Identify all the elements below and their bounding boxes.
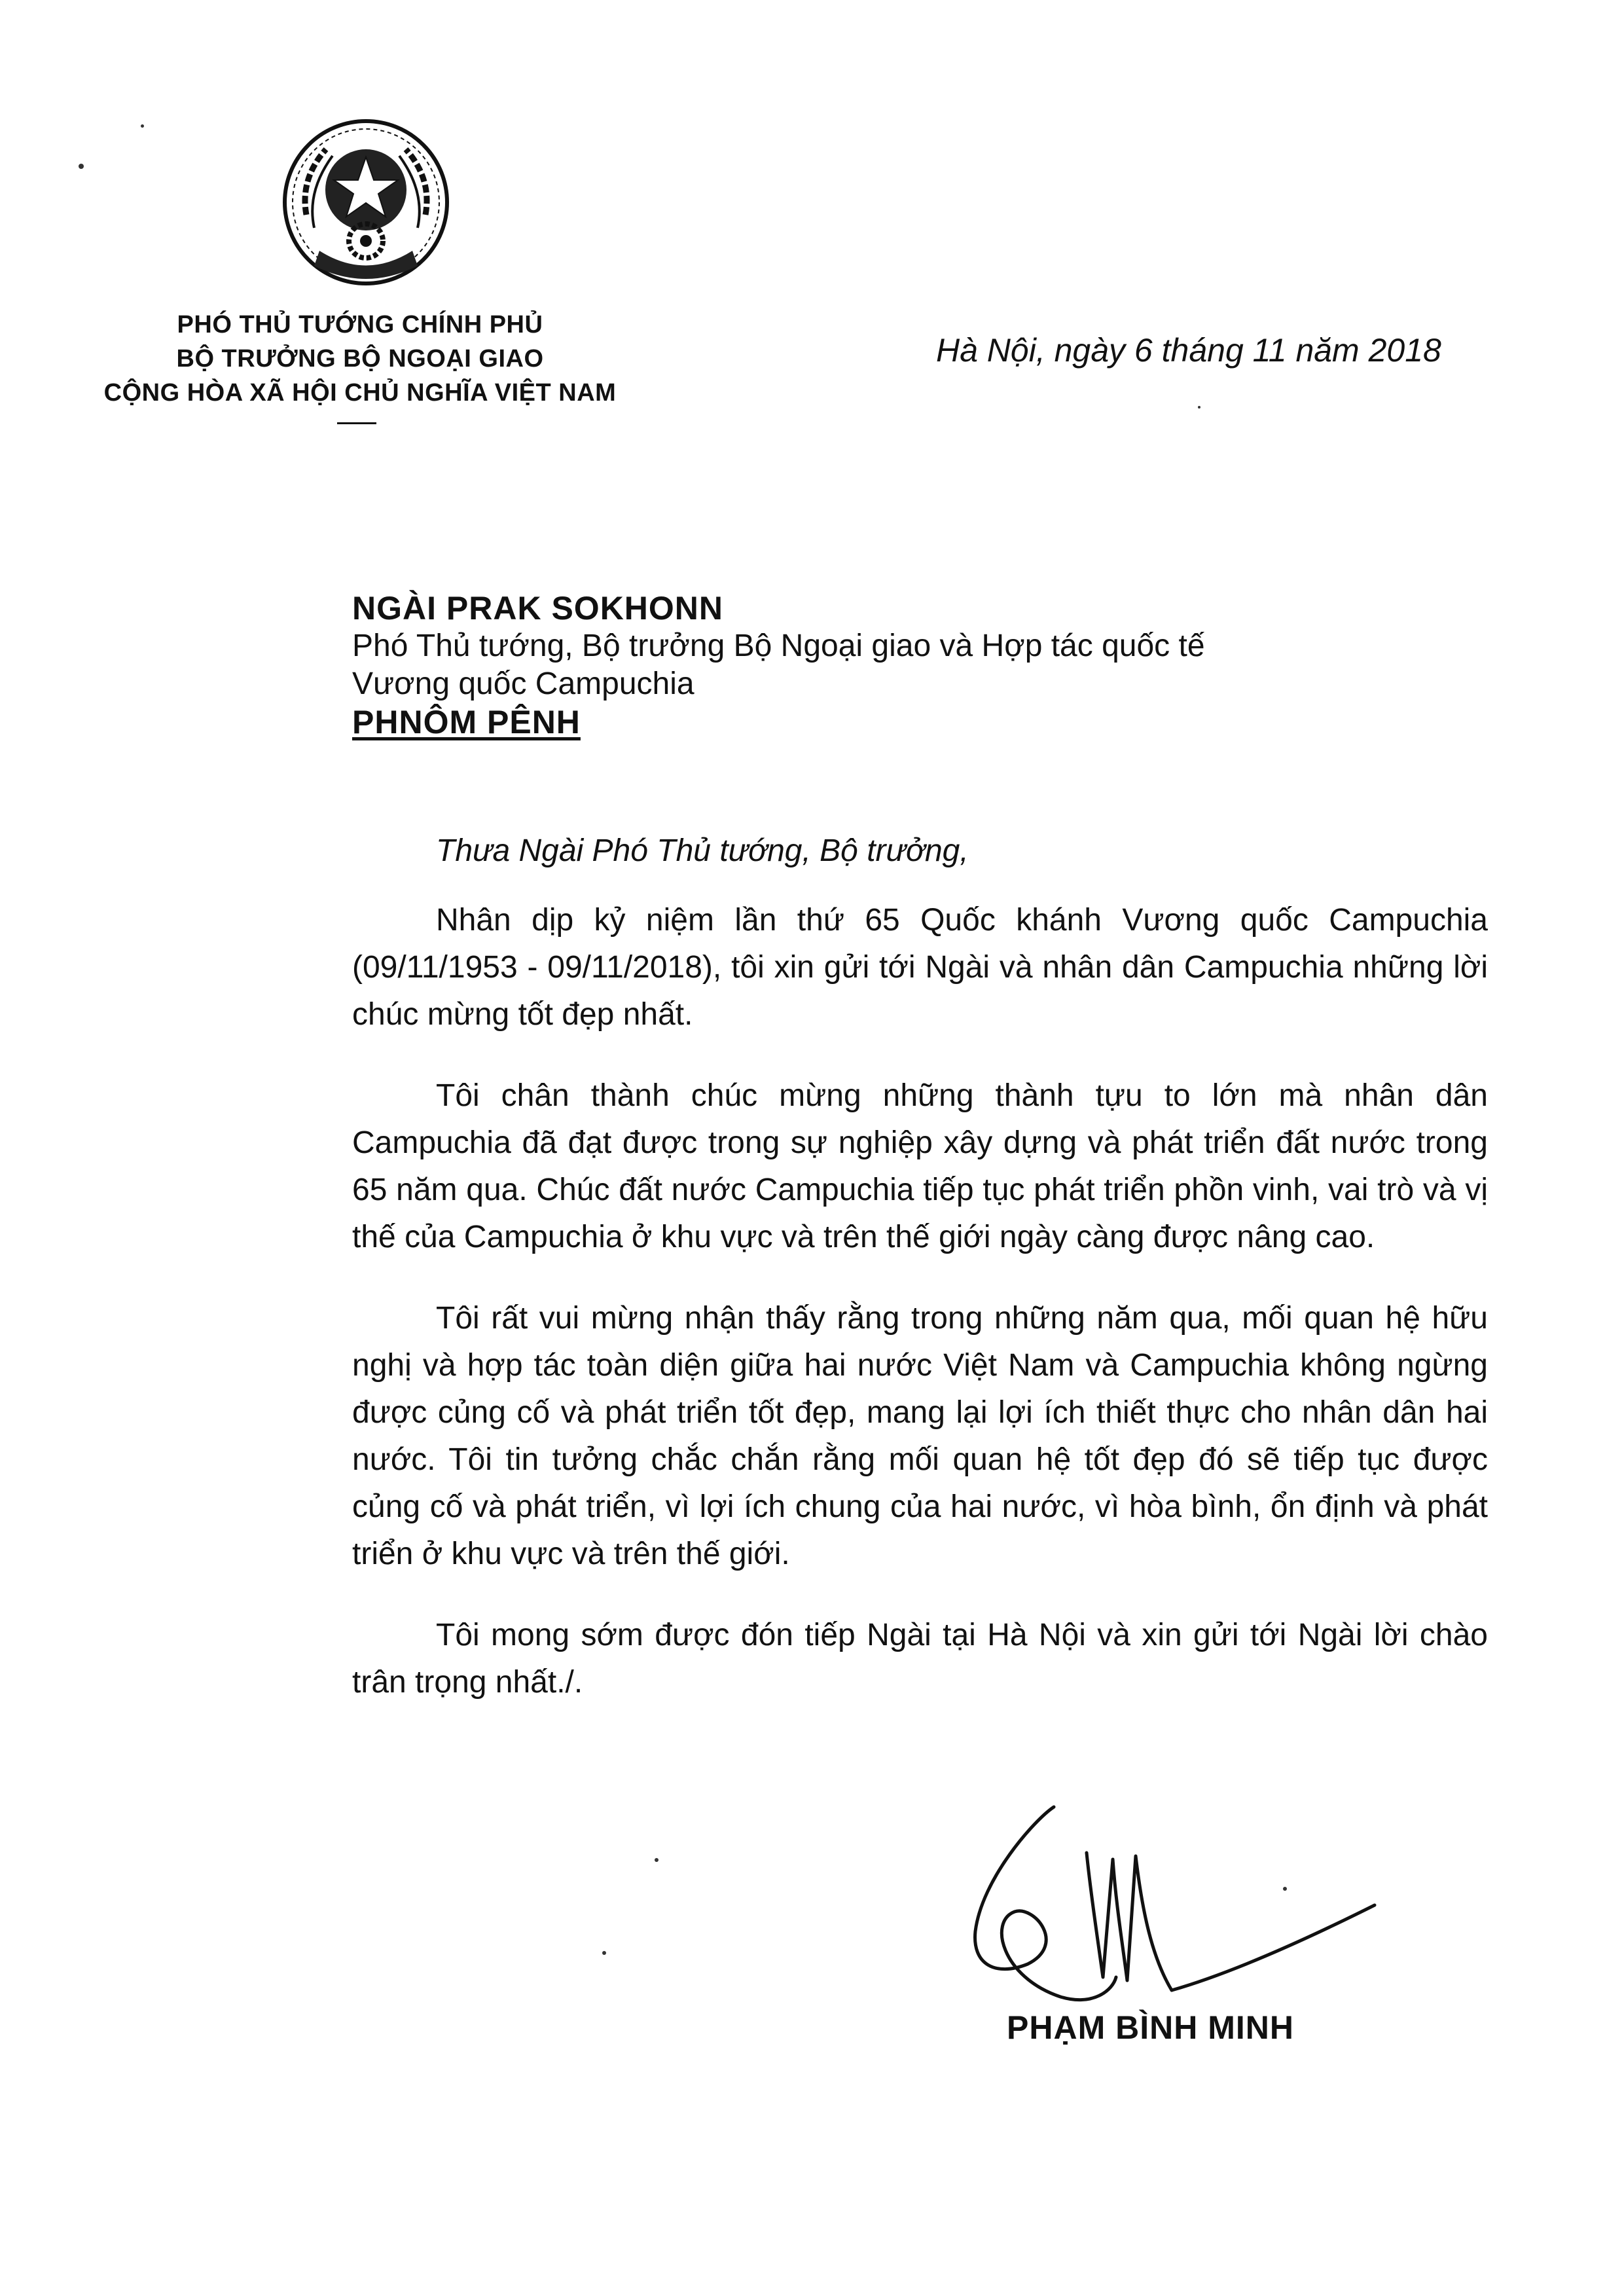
recipient-title: Phó Thủ tướng, Bộ trưởng Bộ Ngoại giao và Hợp tác quốc tế — [352, 629, 1205, 663]
national-emblem-icon — [280, 117, 452, 288]
date-line: Hà Nội, ngày 6 tháng 11 năm 2018 — [936, 332, 1441, 369]
signature-mark — [956, 1781, 1401, 2043]
issuer-block — [72, 308, 648, 410]
signer-name: PHẠM BÌNH MINH — [1007, 2009, 1294, 2046]
body-paragraph-1: Nhân dịp kỷ niệm lần thứ 65 Quốc khánh Vương quốc Campuchia (09/11/1953 - 09/11/2018), tôi xin gửi tới Ngài và nhân dân Campuchia những lời chúc mừng tốt đẹp nhất. — [352, 903, 1488, 1032]
issuer-line-2: BỘ TRƯỞNG BỘ NGOẠI GIAO — [176, 345, 544, 373]
body-paragraph-2: Tôi chân thành chúc mừng những thành tựu to lớn mà nhân dân Campuchia đã đạt được trong sự nghiệp xây dựng và phát triển đất nước trong 65 năm qua. Chúc đất nước Campuchia tiếp tục phát triển phồn vinh, vai trò và vị thế của Campuchia ở khu vực và trên thế giới ngày càng được nâng cao. — [352, 1078, 1488, 1254]
recipient-country: Vương quốc Campuchia — [352, 666, 695, 701]
scan-speck — [655, 1858, 659, 1862]
recipient-name: NGÀI PRAK SOKHONN — [352, 590, 724, 627]
scan-speck — [1198, 406, 1200, 409]
scan-speck — [141, 124, 144, 128]
scan-speck — [79, 164, 84, 169]
issuer-line-3: CỘNG HÒA XÃ HỘI CHỦ NGHĨA VIỆT NAM — [103, 379, 617, 407]
recipient-city: PHNÔM PÊNH — [352, 704, 581, 740]
body-paragraph-4: Tôi mong sớm được đón tiếp Ngài tại Hà Nội và xin gửi tới Ngài lời chào trân trọng nhất./. — [352, 1618, 1488, 1700]
letter-body — [352, 897, 1488, 1740]
scan-speck — [1283, 1887, 1287, 1891]
scan-speck — [602, 1951, 606, 1955]
body-paragraph-3: Tôi rất vui mừng nhận thấy rằng trong những năm qua, mối quan hệ hữu nghị và hợp tác toàn diện giữa hai nước Việt Nam và Campuchia không ngừng được củng cố và phát triển tốt đẹp, mang lại lợi ích thiết thực cho nhân dân hai nước. Tôi tin tưởng chắc chắn rằng mối quan hệ tốt đẹp đó sẽ tiếp tục được củng cố và phát triển, vì lợi ích chung của hai nước, vì hòa bình, ổn định và phát triển ở khu vực và trên thế giới. — [352, 1301, 1488, 1571]
issuer-divider — [337, 422, 376, 424]
issuer-line-1: PHÓ THỦ TƯỚNG CHÍNH PHỦ — [177, 311, 543, 338]
salutation: Thưa Ngài Phó Thủ tướng, Bộ trưởng, — [436, 833, 969, 868]
recipient-block — [352, 589, 1399, 741]
